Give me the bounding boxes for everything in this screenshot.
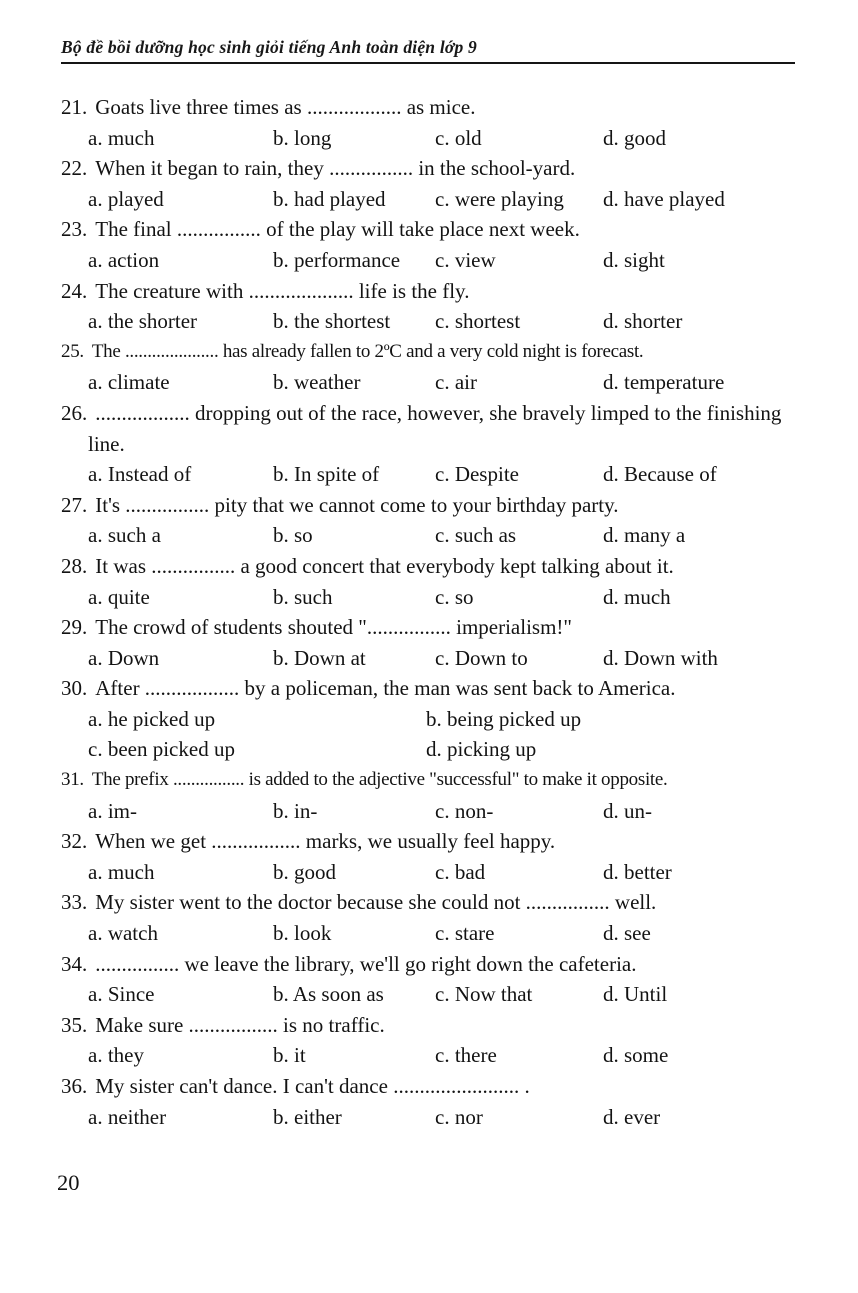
option-c: c. so xyxy=(435,584,474,609)
page-header-title: Bộ đề bồi dưỡng học sinh giỏi tiếng Anh toàn diện lớp 9 xyxy=(61,37,477,57)
page-footer xyxy=(57,1168,80,1198)
question-text-line xyxy=(61,612,795,643)
question-number: 21. xyxy=(61,95,88,119)
question-item xyxy=(61,214,795,275)
question-text-line xyxy=(61,887,795,918)
question-options xyxy=(61,796,795,827)
option-a: a. im- xyxy=(88,798,137,823)
option-a: a. such a xyxy=(88,523,161,548)
option-b: b. being picked up xyxy=(426,706,582,731)
question-item xyxy=(61,337,795,398)
option-c: c. air xyxy=(435,370,477,395)
question-options xyxy=(61,704,795,765)
option-d: d. see xyxy=(603,921,651,946)
question-options xyxy=(61,643,795,674)
option-a: a. action xyxy=(88,247,160,272)
option-c: c. Down to xyxy=(435,645,528,670)
question-body: ................ we leave the library, we'll go right down the cafeteria. xyxy=(95,951,637,976)
question-body: .................. dropping out of the race, however, she bravely limped to the finishing line. xyxy=(88,400,782,456)
option-b: b. performance xyxy=(273,247,401,272)
question-body: Goats live three times as .................. as mice. xyxy=(95,95,476,119)
option-c: c. Now that xyxy=(435,982,533,1007)
question-body: The crowd of students shouted "................ imperialism!" xyxy=(95,615,572,640)
question-options xyxy=(61,857,795,888)
question-item xyxy=(61,765,795,826)
option-a: a. Instead of xyxy=(88,462,192,487)
question-options xyxy=(61,1102,795,1133)
option-d: d. good xyxy=(603,125,666,150)
option-c: c. bad xyxy=(435,859,486,884)
question-options xyxy=(61,582,795,613)
option-a: a. Down xyxy=(88,645,160,670)
question-number: 26. xyxy=(61,400,88,425)
question-number: 35. xyxy=(61,1012,88,1037)
question-item xyxy=(61,276,795,337)
option-c: c. view xyxy=(435,247,496,272)
question-body: When it began to rain, they ................ in the school-yard. xyxy=(95,156,576,181)
question-options xyxy=(61,918,795,949)
option-c: c. there xyxy=(435,1043,497,1068)
option-b: b. As soon as xyxy=(273,982,384,1007)
option-a: a. much xyxy=(88,859,155,884)
question-options xyxy=(61,1040,795,1071)
question-number: 28. xyxy=(61,553,88,578)
option-d: d. some xyxy=(603,1043,669,1068)
question-body: The creature with .................... life is the fly. xyxy=(95,278,470,303)
question-number: 34. xyxy=(61,951,88,976)
question-number: 24. xyxy=(61,278,88,303)
question-item xyxy=(61,153,795,214)
question-item xyxy=(61,673,795,765)
question-item xyxy=(61,887,795,948)
question-body: The ..................... has already fallen to 2ºC and a very cold night is forecast. xyxy=(91,340,644,362)
option-b: b. in- xyxy=(273,798,318,823)
question-text-line xyxy=(61,551,795,582)
question-list xyxy=(61,92,795,1132)
option-a: a. neither xyxy=(88,1104,167,1129)
option-b: b. Down at xyxy=(273,645,366,670)
option-c: c. stare xyxy=(435,921,495,946)
question-body: When we get ................. marks, we usually feel happy. xyxy=(95,829,556,854)
option-a: a. watch xyxy=(88,921,158,946)
question-number: 32. xyxy=(61,829,88,854)
question-text-line xyxy=(61,337,795,368)
question-item xyxy=(61,826,795,887)
question-body: My sister went to the doctor because she could not ................ well. xyxy=(95,890,657,915)
question-text-line xyxy=(61,765,795,796)
option-c: c. shortest xyxy=(435,309,521,334)
question-body: It's ................ pity that we cannot come to your birthday party. xyxy=(95,492,619,517)
question-item xyxy=(61,551,795,612)
option-c: c. non- xyxy=(435,798,494,823)
page-header xyxy=(61,36,795,72)
question-text-line xyxy=(61,490,795,521)
question-text-line xyxy=(61,673,795,704)
option-b: b. weather xyxy=(273,370,361,395)
question-text-line xyxy=(61,826,795,857)
option-d: d. ever xyxy=(603,1104,661,1129)
option-c: c. been picked up xyxy=(88,737,235,762)
question-number: 27. xyxy=(61,492,88,517)
option-a: a. climate xyxy=(88,370,170,395)
option-d: d. Down with xyxy=(603,645,718,670)
question-body: Make sure ................. is no traffic. xyxy=(95,1012,385,1037)
question-item xyxy=(61,1010,795,1071)
option-a: a. quite xyxy=(88,584,150,609)
question-body: It was ................ a good concert that everybody kept talking about it. xyxy=(95,553,674,578)
option-b: b. good xyxy=(273,859,336,884)
option-a: a. the shorter xyxy=(88,309,198,334)
question-options xyxy=(61,979,795,1010)
option-b: b. had played xyxy=(273,186,386,211)
question-options xyxy=(61,123,795,154)
question-item xyxy=(61,949,795,1010)
question-body: The final ................ of the play will take place next week. xyxy=(95,217,580,242)
option-b: b. so xyxy=(273,523,313,548)
option-d: d. sight xyxy=(603,247,665,272)
option-d: d. temperature xyxy=(603,370,725,395)
option-c: c. such as xyxy=(435,523,517,548)
question-text-line xyxy=(61,153,795,184)
question-number: 31. xyxy=(61,769,84,791)
question-number: 30. xyxy=(61,676,88,701)
option-d: d. better xyxy=(603,859,672,884)
question-text-line xyxy=(61,949,795,980)
question-number: 22. xyxy=(61,156,88,181)
question-number: 29. xyxy=(61,615,88,640)
question-body: After .................. by a policeman, the man was sent back to America. xyxy=(95,676,676,701)
question-item xyxy=(61,490,795,551)
question-options xyxy=(61,306,795,337)
question-text-line xyxy=(61,214,795,245)
option-b: b. look xyxy=(273,921,332,946)
option-c: c. were playing xyxy=(435,186,564,211)
option-b: b. the shortest xyxy=(273,309,391,334)
option-c: c. nor xyxy=(435,1104,483,1129)
option-a: a. played xyxy=(88,186,164,211)
question-number: 33. xyxy=(61,890,88,915)
option-d: d. un- xyxy=(603,798,652,823)
option-a: a. they xyxy=(88,1043,144,1068)
question-text-line xyxy=(61,398,795,459)
question-number: 36. xyxy=(61,1074,88,1098)
question-item xyxy=(61,612,795,673)
option-c: c. old xyxy=(435,125,482,150)
question-options xyxy=(61,184,795,215)
question-item xyxy=(61,398,795,490)
option-c: c. Despite xyxy=(435,462,519,487)
option-d: d. have played xyxy=(603,186,725,211)
option-a: a. Since xyxy=(88,982,155,1007)
option-a: a. much xyxy=(88,125,155,150)
question-options xyxy=(61,245,795,276)
question-item xyxy=(61,1071,795,1132)
page-number: 20 xyxy=(57,1170,80,1195)
question-body: My sister can't dance. I can't dance ........................ . xyxy=(95,1074,530,1098)
option-d: d. Because of xyxy=(603,462,717,487)
question-options xyxy=(61,367,795,398)
question-number: 23. xyxy=(61,217,88,242)
question-text-line xyxy=(61,92,795,123)
question-body: The prefix ................ is added to the adjective "successful" to make it opposite. xyxy=(91,769,668,791)
option-b: b. long xyxy=(273,125,332,150)
option-b: b. such xyxy=(273,584,333,609)
question-text-line xyxy=(61,276,795,307)
question-text-line xyxy=(61,1071,795,1102)
option-a: a. he picked up xyxy=(88,706,216,731)
option-b: b. either xyxy=(273,1104,342,1129)
option-d: d. much xyxy=(603,584,671,609)
option-b: b. it xyxy=(273,1043,306,1068)
option-d: d. shorter xyxy=(603,309,683,334)
question-options xyxy=(61,459,795,490)
question-item xyxy=(61,92,795,153)
option-d: d. picking up xyxy=(426,737,537,762)
header-rule xyxy=(61,62,795,64)
option-d: d. many a xyxy=(603,523,686,548)
option-d: d. Until xyxy=(603,982,668,1007)
question-number: 25. xyxy=(61,340,84,362)
question-options xyxy=(61,520,795,551)
question-text-line xyxy=(61,1010,795,1041)
option-b: b. In spite of xyxy=(273,462,380,487)
